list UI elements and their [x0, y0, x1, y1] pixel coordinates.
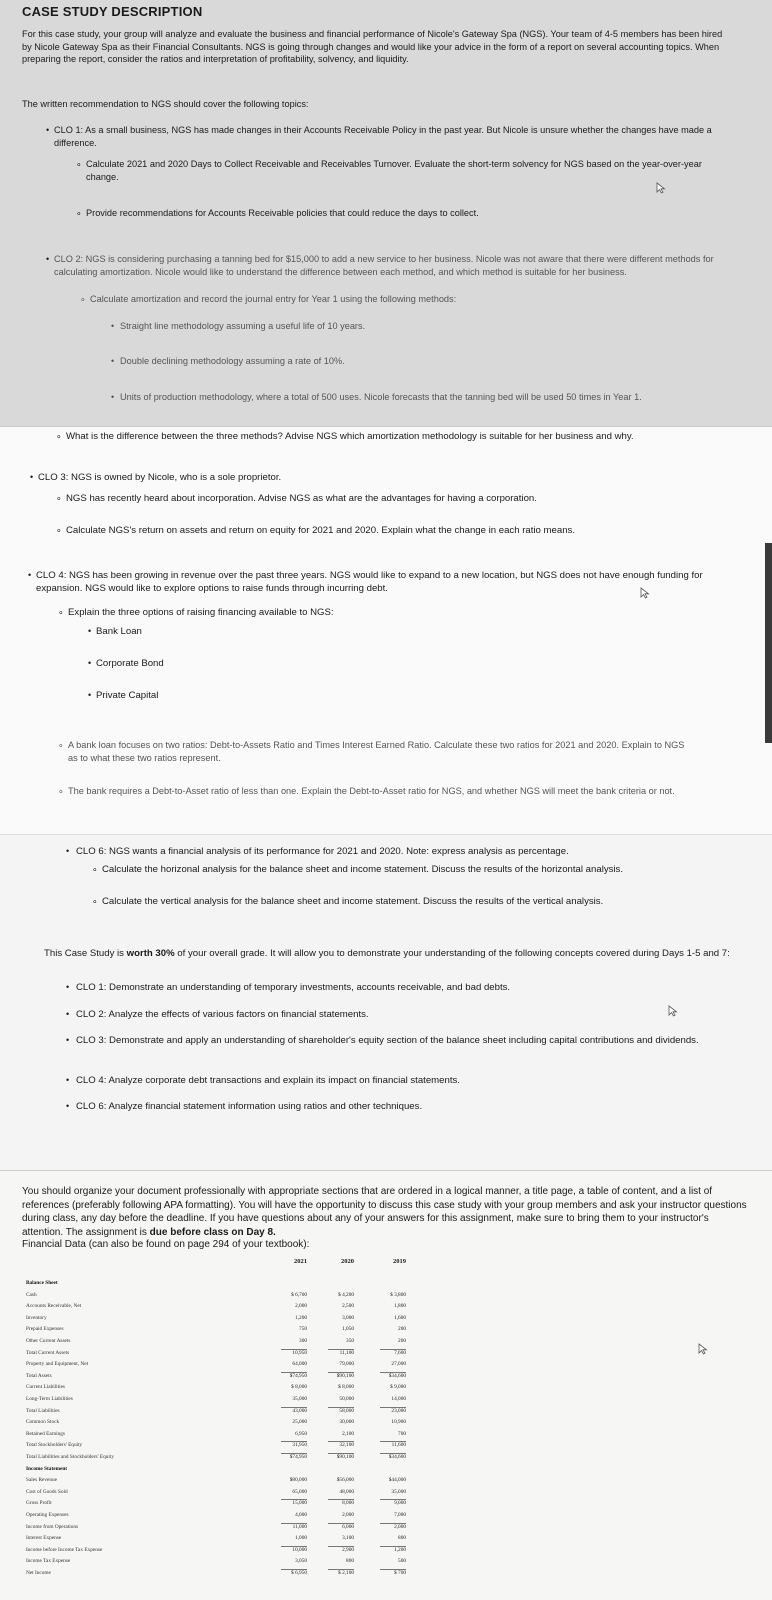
financing-option-private-capital: Private Capital [96, 690, 159, 701]
bullet-icon: • [66, 1075, 70, 1085]
year-header-2021: 2021 [294, 1258, 307, 1265]
clo2-method-3: Units of production methodology, where a total of 500 uses. Nicole forecasts that the tanning bed will be used 50 times in Year 1. [120, 392, 642, 402]
table-cell: 800 [346, 1558, 354, 1565]
table-cell: 2,000 [394, 1523, 406, 1530]
clo4-item-c: The bank requires a Debt-to-Asset ratio of less than one. Explain the Debt-to-Asset ratio for NGS, and whether NGS will meet the bank criteria or not. [68, 786, 675, 796]
table-cell: 350 [346, 1338, 354, 1344]
table-cell: $ 6,700 [291, 1291, 307, 1298]
table-cell: 9,000 [394, 1500, 406, 1507]
total-underline [380, 1407, 406, 1408]
total-underline [328, 1546, 354, 1547]
table-cell: $ 9,000 [390, 1384, 406, 1391]
bullet-icon: • [111, 392, 115, 402]
total-underline [281, 1523, 307, 1524]
grade-weight-pre: This Case Study is [44, 948, 127, 959]
total-underline [281, 1349, 307, 1350]
financing-option-bank-loan: Bank Loan [96, 626, 142, 637]
clo3-item-a: NGS has recently heard about incorporation. Advise NGS as what are the advantages for having a corporation. [66, 493, 537, 504]
table-cell: $ 700 [394, 1570, 406, 1576]
table-cell: 48,000 [339, 1488, 354, 1495]
circle-bullet-icon: ∘ [56, 525, 62, 535]
table-cell: 1,200 [394, 1546, 406, 1553]
clo2-method-2: Double declining methodology assuming a rate of 10%. [120, 356, 345, 366]
section-intro-clo1-clo2 [0, 0, 772, 426]
clo3-text: CLO 3: NGS is owned by Nicole, who is a sole proprietor. [38, 472, 282, 483]
bullet-icon: • [30, 472, 34, 482]
table-row-label: Other Current Assets [26, 1338, 71, 1344]
clo4-item-b: A bank loan focuses on two ratios: Debt-to-Assets Ratio and Times Interest Earned Ratio. Calculate these two ratios for 2021 and 2020. Explain to NGS as to what these two ratios represent. [68, 740, 685, 763]
table-row-label: Interest Expense [26, 1535, 62, 1542]
total-underline [281, 1372, 307, 1373]
bullet-icon: • [66, 846, 70, 856]
circle-bullet-icon: ∘ [80, 294, 86, 304]
table-cell: 35,000 [391, 1488, 406, 1495]
circle-bullet-icon: ∘ [76, 159, 82, 169]
total-underline [380, 1453, 406, 1454]
table-cell: $ 3,800 [390, 1291, 406, 1298]
table-cell: 7,600 [394, 1349, 406, 1356]
total-underline [380, 1499, 406, 1500]
table-cell: $74,950 [289, 1454, 307, 1460]
total-underline [328, 1441, 354, 1442]
table-cell: 2,000 [295, 1303, 307, 1310]
clo4-text: CLO 4: NGS has been growing in revenue over the past three years. NGS would like to expand to a new location, but NGS does not have enough funding for expansion. NGS would like to explore options to raise funds through incurring debt. [36, 570, 703, 594]
table-cell: 700 [398, 1430, 406, 1437]
concept-item: CLO 3: Demonstrate and apply an understanding of shareholder's equity section of the balance sheet including capital contributions and dividends. [76, 1035, 699, 1046]
total-underline [281, 1407, 307, 1408]
bullet-icon: • [66, 1101, 70, 1111]
circle-bullet-icon: ∘ [56, 493, 62, 503]
concept-item: CLO 2: Analyze the effects of various factors on financial statements. [76, 1009, 369, 1020]
table-cell: $80,000 [289, 1477, 307, 1484]
table-row-label: Property and Equipment, Net [26, 1361, 89, 1368]
mouse-cursor-icon [668, 1005, 678, 1017]
clo2-item-b: What is the difference between the three methods? Advise NGS which amortization methodology is suitable for her business and why. [66, 431, 634, 442]
table-cell: 10,000 [292, 1546, 307, 1553]
table-cell: 11,000 [292, 1523, 307, 1530]
total-underline [328, 1407, 354, 1408]
total-underline [380, 1372, 406, 1373]
table-cell: 1,050 [342, 1326, 354, 1333]
concept-item: CLO 4: Analyze corporate debt transactions and explain its impact on financial statements. [76, 1075, 460, 1086]
table-cell: 200 [398, 1326, 406, 1333]
total-underline [281, 1499, 307, 1500]
total-underline [328, 1499, 354, 1500]
table-row-label: Net Income [26, 1570, 51, 1576]
clo6-item-b: Calculate the vertical analysis for the balance sheet and income statement. Discuss the results of the vertical analysis. [102, 896, 604, 907]
total-underline [328, 1569, 354, 1570]
circle-bullet-icon: ∘ [92, 864, 98, 874]
table-cell: 3,050 [295, 1558, 307, 1565]
table-row-label: Current Liabilities [26, 1384, 65, 1391]
table-cell: 300 [299, 1338, 307, 1344]
table-cell: 31,950 [292, 1442, 307, 1449]
table-row-label: Prepaid Expenses [26, 1326, 64, 1333]
table-cell: 65,000 [292, 1488, 307, 1495]
circle-bullet-icon: ∘ [58, 740, 64, 750]
year-header-2020: 2020 [341, 1258, 354, 1265]
bullet-icon: • [66, 1009, 70, 1019]
table-row-label: Long-Term Liabilities [26, 1396, 73, 1402]
table-cell: 6,000 [342, 1523, 354, 1530]
table-cell: 27,000 [391, 1361, 406, 1368]
table-cell: $90,100 [336, 1372, 354, 1379]
table-row-label: Operating Expenses [26, 1512, 69, 1518]
table-cell: 10,950 [292, 1349, 307, 1356]
bullet-icon: • [111, 321, 115, 331]
page-title: CASE STUDY DESCRIPTION [22, 4, 203, 19]
clo1-item-a: Calculate 2021 and 2020 Days to Collect Receivable and Receivables Turnover. Evaluate the short-term solvency for NGS based on the year-over-year change. [86, 159, 702, 182]
mouse-cursor-icon [656, 182, 666, 194]
table-row-label: Total Liabilities [26, 1407, 60, 1414]
scrollbar[interactable] [765, 543, 772, 743]
clo6-item-a: Calculate the horizonal analysis for the balance sheet and income statement. Discuss the results of the horizontal analysis. [102, 864, 624, 875]
bullet-icon: • [66, 982, 70, 992]
table-cell: 800 [398, 1535, 406, 1542]
circle-bullet-icon: ∘ [56, 431, 62, 441]
grade-weight-paragraph [44, 947, 734, 960]
table-cell: $ 2,100 [338, 1570, 354, 1576]
table-cell: 3,000 [342, 1314, 354, 1321]
circle-bullet-icon: ∘ [58, 786, 64, 796]
bullet-icon: • [28, 570, 32, 580]
table-cell: 32,100 [339, 1442, 354, 1449]
table-row-label: Total Stockholders' Equity [26, 1442, 83, 1449]
table-cell: 7,000 [394, 1512, 406, 1518]
mouse-cursor-icon [698, 1343, 708, 1355]
organization-text: You should organize your document professionally with appropriate sections that are ordered in a logical manner, a title page, a table of content, and a list of references (preferably following APA formatting). You will have the opportunity to discuss this case study with your group members and ask your instructor questions during class, any day before the deadline. If you have questions about any of your answers for this assignment, make sure to bring them to your instructor's attention. The assignment is [22, 1186, 747, 1238]
table-row-label: Cash [26, 1291, 37, 1298]
table-cell: 58,000 [339, 1407, 354, 1414]
table-cell: 1,800 [394, 1303, 406, 1310]
mouse-cursor-icon [640, 587, 650, 599]
table-cell: 4,000 [295, 1512, 307, 1518]
total-underline [281, 1546, 307, 1547]
total-underline [380, 1546, 406, 1547]
organization-paragraph [22, 1185, 752, 1239]
table-cell: 10,900 [391, 1419, 406, 1426]
table-row-label: Cost of Goods Sold [26, 1488, 68, 1495]
table-cell: $ 6,950 [291, 1570, 307, 1576]
table-section-heading: Income Statement [26, 1465, 68, 1472]
table-cell: $56,000 [336, 1477, 354, 1484]
intro-paragraph: For this case study, your group will analyze and evaluate the business and financial performance of Nicole's Gateway Spa (NGS). Your team of 4-5 members has been hired by Nicole Gateway Spa as their Financial Consultants. NGS is going through changes and would like your advice in the form of a report on several accounting topics. When preparing the report, consider the ratios and interpretation of profitability, solvency, and liquidity. [22, 29, 723, 65]
total-underline [281, 1569, 307, 1570]
clo1-text: CLO 1: As a small business, NGS has made changes in their Accounts Receivable Policy in the past year. But Nicole is unsure whether the changes have made a difference. [54, 125, 712, 148]
financial-data-intro: Financial Data (can also be found on page 294 of your textbook): [22, 1239, 310, 1250]
table-cell: $34,600 [388, 1372, 406, 1379]
table-cell: 1,200 [295, 1314, 307, 1321]
total-underline [328, 1372, 354, 1373]
concept-item: CLO 6: Analyze financial statement information using ratios and other techniques. [76, 1101, 423, 1112]
due-date-text: due before class on Day 8. [149, 1226, 276, 1238]
financial-data-table [22, 1256, 722, 1596]
bullet-icon: • [88, 690, 92, 700]
table-cell: 43,000 [292, 1407, 307, 1414]
total-underline [328, 1349, 354, 1350]
year-header-2019: 2019 [393, 1258, 406, 1265]
total-underline [281, 1441, 307, 1442]
table-cell: 200 [398, 1338, 406, 1344]
total-underline [380, 1569, 406, 1570]
total-underline [380, 1523, 406, 1524]
section-clo6-and-concepts [0, 834, 772, 1170]
table-cell: 14,000 [391, 1396, 406, 1402]
table-row-label: Income from Operations [26, 1523, 79, 1530]
table-cell: 1,600 [394, 1314, 406, 1321]
total-underline [380, 1441, 406, 1442]
concept-item: CLO 1: Demonstrate an understanding of temporary investments, accounts receivable, and bad debts. [76, 982, 511, 993]
table-cell: 2,100 [342, 1430, 354, 1437]
clo2-item-a: Calculate amortization and record the journal entry for Year 1 using the following methods: [90, 294, 457, 304]
table-cell: 6,950 [295, 1430, 307, 1437]
circle-bullet-icon: ∘ [76, 208, 82, 218]
clo6-text: CLO 6: NGS wants a financial analysis of its performance for 2021 and 2020. Note: express analysis as percentage. [76, 846, 569, 857]
table-row-label: Total Liabilities and Stockholders' Equity [26, 1454, 114, 1460]
table-cell: 15,000 [292, 1500, 307, 1507]
table-cell: 2,500 [342, 1303, 354, 1310]
table-cell: 50,000 [339, 1396, 354, 1402]
table-cell: 64,000 [292, 1361, 307, 1368]
bullet-icon: • [46, 125, 50, 135]
table-cell: 1,000 [295, 1535, 307, 1542]
bullet-icon: • [111, 356, 115, 366]
table-cell: 3,100 [342, 1535, 354, 1542]
table-cell: 500 [398, 1558, 406, 1565]
table-row-label: Income before Income Tax Expense [26, 1546, 103, 1553]
clo4-item-a: Explain the three options of raising financing available to NGS: [68, 607, 334, 618]
table-cell: 35,000 [292, 1396, 307, 1402]
bullet-icon: • [88, 658, 92, 668]
clo2-method-1: Straight line methodology assuming a useful life of 10 years. [120, 321, 366, 331]
table-cell: 11,600 [391, 1442, 406, 1449]
bullet-icon: • [46, 254, 50, 264]
grade-weight-bold: worth 30% [126, 948, 175, 959]
topics-intro: The written recommendation to NGS should cover the following topics: [22, 99, 309, 109]
total-underline [380, 1349, 406, 1350]
table-cell: 30,000 [339, 1419, 354, 1426]
total-underline [328, 1453, 354, 1454]
clo3-item-b: Calculate NGS's return on assets and return on equity for 2021 and 2020. Explain what the change in each ratio means. [66, 525, 576, 536]
table-cell: 750 [299, 1326, 307, 1333]
table-cell: $34,600 [388, 1454, 406, 1460]
table-cell: 25,000 [292, 1419, 307, 1426]
table-cell: 11,100 [339, 1349, 354, 1356]
table-cell: 2,000 [342, 1512, 354, 1518]
bullet-icon: • [88, 626, 92, 636]
table-cell: $ 8,000 [338, 1384, 354, 1391]
table-cell: 8,000 [342, 1500, 354, 1507]
circle-bullet-icon: ∘ [92, 896, 98, 906]
table-cell: $44,000 [388, 1477, 406, 1484]
financing-option-corporate-bond: Corporate Bond [96, 658, 164, 669]
table-row-label: Income Tax Expense [26, 1558, 71, 1565]
table-row-label: Total Current Assets [26, 1349, 70, 1356]
table-row-label: Inventory [26, 1314, 47, 1321]
table-cell: $90,100 [336, 1454, 354, 1460]
clo2-text: CLO 2: NGS is considering purchasing a tanning bed for $15,000 to add a new service to her business. Nicole was not aware that there were different methods for calculating amortization. Nicole would like to understand the difference between each method, and which method is suitable for her business. [54, 254, 714, 277]
table-row-label: Sales Revenue [26, 1477, 58, 1484]
table-cell: 2,900 [342, 1546, 354, 1553]
table-cell: $74,950 [289, 1372, 307, 1379]
table-row-label: Retained Earnings [26, 1430, 65, 1437]
table-row-label: Common Stock [26, 1419, 60, 1426]
total-underline [328, 1523, 354, 1524]
bullet-icon: • [66, 1035, 70, 1045]
clo1-item-b: Provide recommendations for Accounts Receivable policies that could reduce the days to collect. [86, 208, 479, 218]
table-row-label: Total Assets [26, 1372, 52, 1379]
total-underline [281, 1453, 307, 1454]
section-clo2-clo4 [0, 426, 772, 834]
circle-bullet-icon: ∘ [58, 607, 64, 617]
table-row-label: Accounts Receivable, Net [26, 1303, 82, 1310]
table-cell: 23,000 [391, 1407, 406, 1414]
table-cell: $ 4,200 [338, 1291, 354, 1298]
table-cell: $ 8,000 [291, 1384, 307, 1391]
table-row-label: Gross Profit [26, 1500, 52, 1507]
table-cell: 79,000 [339, 1361, 354, 1368]
table-section-heading: Balance Sheet [26, 1280, 58, 1286]
grade-weight-post: of your overall grade. It will allow you to demonstrate your understanding of the following concepts covered during Days 1-5 and 7: [174, 948, 730, 959]
